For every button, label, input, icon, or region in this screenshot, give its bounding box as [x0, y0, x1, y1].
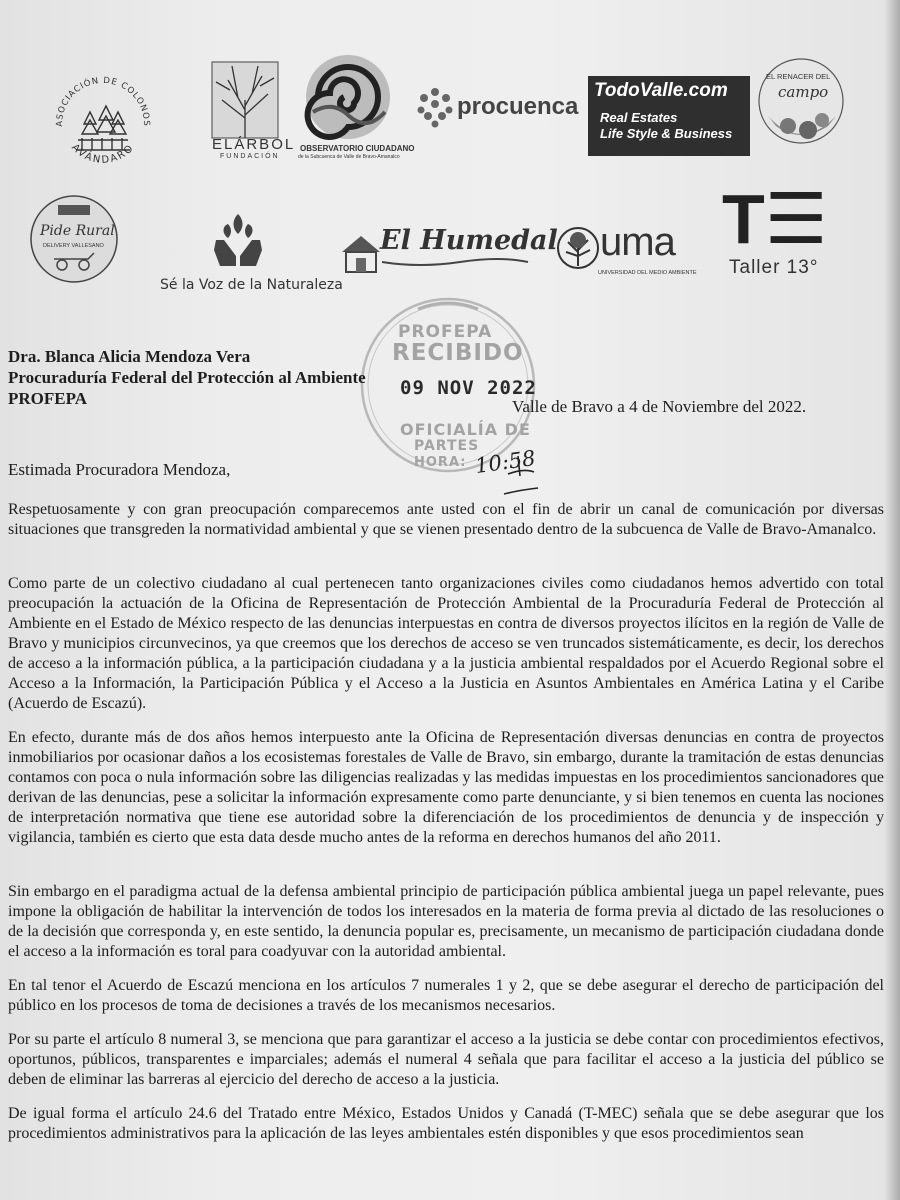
recipient-block: [8, 346, 366, 409]
observatorio-spiral-icon: [303, 52, 393, 142]
elarbol-name: ELÁRBOL: [212, 136, 296, 153]
signature-mark: [490, 450, 550, 500]
pide-rural-logo: [28, 193, 120, 285]
avandaro-arc-bottom: AVÁNDARO: [69, 142, 137, 167]
recipient-acronym: PROFEPA: [8, 389, 88, 408]
pide-rural-name: Pide Rural: [40, 223, 115, 239]
body-paragraph: Respetuosamente y con gran preocupación comparecemos ante usted con el fin de abrir un canal de comunicación por diversas situaciones que transgreden la normatividad ambiental y que se vienen presentado dentro de la subcuenca de Valle de Bravo-Amanalco.: [8, 501, 884, 538]
el-humedal-underline: [380, 256, 530, 268]
body-paragraph: Por su parte el artículo 8 numeral 3, se menciona que para garantizar el acceso a la justicia se debe contar con procedimientos efectivos, oportunos, públicos, transparentes e imparciales; además el numeral 4 señala que para facilitar el acceso a la justicia del público se deben de eliminar las barreras al ejercicio del derecho de acceso a la justicia.: [8, 1031, 884, 1088]
svg-text:AVÁNDARO: [69, 142, 136, 166]
observatorio-sub: de la Subcuenca de Valle de Bravo-Amanalco: [298, 154, 400, 160]
page-edge-shadow: [884, 0, 900, 1200]
se-la-voz-caption: Sé la Voz de la Naturaleza: [160, 277, 343, 293]
stamp-hora-label: HORA:: [414, 455, 467, 470]
house-icon: [338, 232, 384, 274]
body-paragraph: Sin embargo en el paradigma actual de la defensa ambiental principio de participación pública ambiental juega un papel relevante, pues impone la obligación de habilitar la intervención de todos los interesados en la materia de forma previa al dictado de las resoluciones o de la decisión que corresponda y, en este sentido, la denuncia popular es, precisamente, un mecanismo de participación ciudadana donde el acceso a la información es toral para coadyuvar con la autoridad ambiental.: [8, 883, 884, 960]
stamp-hora-handwritten: 10:58: [473, 445, 537, 479]
body-paragraph: De igual forma el artículo 24.6 del Tratado entre México, Estados Unidos y Canadá (T-MEC) señala que se debe asegurar que los procedimientos administrativos para la aplicación de las leyes ambientales estén disponibles y que esos procedimientos sean: [8, 1105, 884, 1142]
renacer-line2: campo: [778, 83, 829, 101]
elarbol-sub: FUNDACIÓN: [220, 153, 280, 160]
stamp-agency: PROFEPA: [398, 322, 493, 342]
pine-trees-icon: [76, 106, 130, 150]
renacer-line1: EL RENACER DEL: [766, 72, 831, 81]
uma-name: uma: [600, 220, 675, 264]
el-humedal-name: El Humedal: [380, 225, 558, 256]
stamp-office-line2: PARTES: [414, 438, 480, 454]
elarbol-logo-mark: [210, 60, 280, 140]
uma-tree-icon: [556, 226, 600, 270]
body-paragraph: Como parte de un colectivo ciudadano al cual pertenecen tanto organizaciones civiles como ciudadanos hemos advertido con total preocupación la actuación de la Oficina de Representación de Protección Ambiental de la Procuraduría Federal de Protección al Ambiente en el Estado de México respecto de las denuncias interpuestas en contra de diversos proyectos ilícitos en la región de Valle de Bravo y municipios circunvecinos, ya que creemos que los derechos de acceso se ven truncados sistemáticamente, es decir, los derechos de acceso a la información pública, a la participación ciudadana y a la justicia ambiental respaldados por el Acuerdo Regional sobre el Acceso a la Información, la Participación Pública y el Acceso a la Justicia en Asuntos Ambientales en América Latina y el Caribe (Acuerdo de Escazú).: [8, 575, 884, 712]
todovalle-title: TodoValle.com: [594, 80, 728, 101]
pide-rural-sub: DELIVERY VALLESANO: [43, 243, 104, 249]
stamp-status: RECIBIDO: [392, 340, 524, 366]
procuenca-name: procuenca: [457, 93, 579, 120]
todovalle-line2: Life Style & Business: [600, 126, 733, 141]
procuenca-dots-icon: [415, 86, 455, 130]
svg-text:ASOCIACIÓN DE COLONOS: [55, 76, 151, 127]
recipient-institution: Procuraduría Federal del Protección al Ambiente: [8, 368, 366, 387]
body-paragraph: En tal tenor el Acuerdo de Escazú menciona en los artículos 7 numerales 1 y 2, que se debe asegurar el derecho de participación del público en los procesos de toma de decisiones a través de los mecanismos necesarios.: [8, 977, 884, 1014]
avandaro-arc-top: ASOCIACIÓN DE COLONOS: [54, 75, 152, 127]
stamp-office-line1: OFICIALÍA DE: [400, 420, 531, 439]
todovalle-logo: [588, 76, 750, 156]
letter-salutation: Estimada Procuradora Mendoza,: [8, 460, 231, 479]
letter-dateline: Valle de Bravo a 4 de Noviembre del 2022.: [512, 397, 807, 416]
observatorio-name: OBSERVATORIO CIUDADANO: [300, 144, 415, 153]
recipient-name: Dra. Blanca Alicia Mendoza Vera: [8, 347, 251, 366]
todovalle-line1: Real Estates: [600, 110, 678, 125]
taller-mark: T☰: [722, 180, 828, 258]
avandaro-logo: [48, 68, 158, 178]
hands-plant-icon: [210, 210, 266, 270]
body-paragraph: En efecto, durante más de dos años hemos interpuesto ante la Oficina de Representación diversas denuncias en contra de proyectos inmobiliarios por ocasionar daños a los ecosistemas forestales de Valle de Bravo, sin embargo, durante la tramitación de estas denuncias contamos con poca o nula información sobre las diligencias realizadas y las medidas impuestas en los procedimientos sancionadores que derivan de las denuncias, pese a solicitar la información expresamente como parte denunciante, y si bien tenemos en cuenta las nociones de interpretación normativa que tiene ese autoridad sobre la diferenciación de los procedimientos de denuncia y de inspección y vigilancia, también es cierto que esta data desde mucho antes de la reforma en derechos humanos del año 2011.: [8, 729, 884, 846]
taller-name: Taller 13°: [729, 257, 819, 278]
renacer-logo: [756, 56, 846, 151]
uma-sub: UNIVERSIDAD DEL MEDIO AMBIENTE: [598, 270, 697, 276]
stamp-date: 09 NOV 2022: [400, 377, 537, 399]
